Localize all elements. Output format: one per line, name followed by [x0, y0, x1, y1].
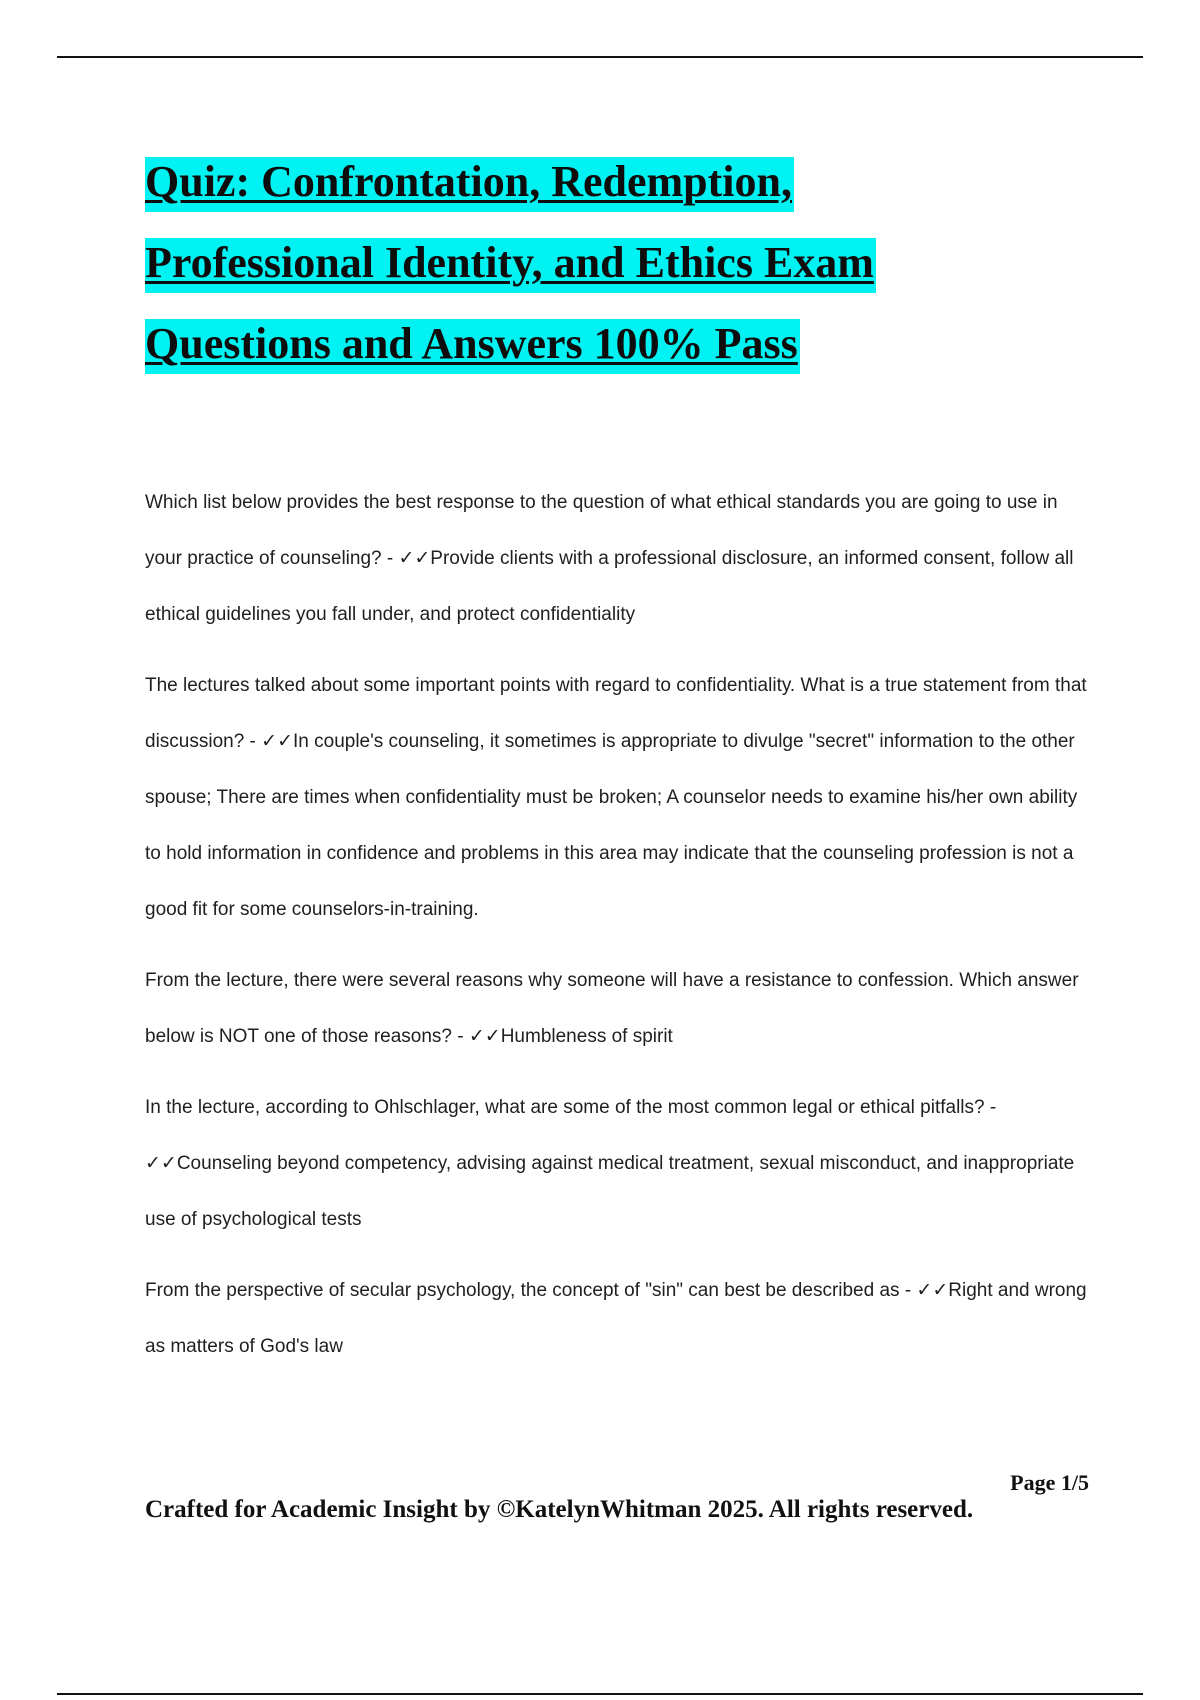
title-line	[145, 238, 1125, 322]
title-line-text: Professional Identity, and Ethics Exam	[145, 238, 876, 293]
title-line-text: Questions and Answers 100% Pass	[145, 319, 800, 374]
question-answer-5: From the perspective of secular psychology, the concept of "sin" can best be described as - ✓✓Right and wrong as matters of God's law	[145, 1280, 1087, 1357]
question-answer-2: The lectures talked about some important points with regard to confidentiality. What is a true statement from that discussion? - ✓✓In couple's counseling, it sometimes is appropriate to divulge "secret" information to the other spouse; There are times when confidentiality must be broken; A counselor needs to examine his/her own ability to hold information in confidence and problems in this area may indicate that the counseling profession is not a good fit for some counselors-in-training.	[145, 675, 1087, 920]
title-line	[145, 319, 1125, 403]
document-title	[145, 157, 1125, 403]
title-line-text: Quiz: Confrontation, Redemption,	[145, 157, 794, 212]
question-list	[145, 475, 1095, 1390]
question-answer-1: Which list below provides the best response to the question of what ethical standards you are going to use in your practice of counseling? - ✓✓Provide clients with a professional disclosure, an informed consent, follow all ethical guidelines you fall under, and protect confidentiality	[145, 492, 1074, 625]
title-line	[145, 157, 1125, 241]
bottom-rule	[57, 1693, 1143, 1695]
footer-copyright: Crafted for Academic Insight by ©KatelynWhitman 2025. All rights reserved.	[145, 1496, 974, 1523]
page-number: Page 1/5	[1010, 1470, 1089, 1495]
question-answer-4: In the lecture, according to Ohlschlager, what are some of the most common legal or ethical pitfalls? - ✓✓Counseling beyond competency, advising against medical treatment, sexual misconduct, and inappropriate use of psychological tests	[145, 1097, 1075, 1230]
question-answer-3: From the lecture, there were several reasons why someone will have a resistance to confession. Which answer below is NOT one of those reasons? - ✓✓Humbleness of spirit	[145, 970, 1079, 1047]
top-rule	[57, 56, 1143, 58]
